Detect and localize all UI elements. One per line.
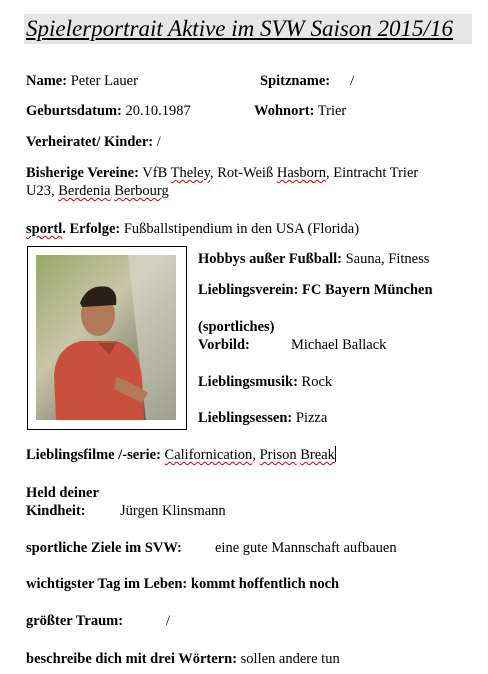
music-line [198,373,332,391]
home-line [254,102,346,120]
hero-label-1: Held deiner [26,485,99,501]
clubs-line-2 [26,182,169,200]
goals-label: sportliche Ziele im SVW: [26,540,182,556]
idol-label-2: Vorbild: [198,337,250,353]
clubs-word: Hasborn [276,165,326,181]
films-word: Prison [259,447,297,463]
married-label: Verheiratet/ Kinder: [26,134,154,150]
dob-label: Geburtsdatum: [26,103,122,119]
name-value: Peter Lauer [67,73,138,89]
three-words-label: beschreibe dich mit drei Wörtern: [26,651,238,667]
hobbies-value: Sauna, Fitness [341,251,430,267]
page-title: Spielerportrait Aktive im SVW Saison 2015/16 [26,16,453,41]
success-label: . Erfolge: [62,221,121,237]
hobbies-label: Hobbys außer Fußball: [198,251,342,267]
films-text: , [252,447,260,463]
dob-line [26,102,191,120]
goals-value: eine gute Mannschaft aufbauen [215,540,397,556]
idol-label-1: (sportliches) [198,319,275,335]
hobbies-line [198,250,429,268]
films-line [26,446,336,464]
name-line [26,72,138,90]
clubs-word: Theley [170,165,210,181]
idol-value: Michael Ballack [291,337,387,353]
name-label: Name: [26,73,68,89]
player-photo [36,255,176,420]
married-value: / [153,134,161,150]
married-line [26,133,161,151]
clubs-text: VfB [138,165,171,181]
music-label: Lieblingsmusik: [198,374,298,390]
nickname-value: / [350,73,355,89]
clubs-text: , Rot-Weiß [209,165,277,181]
success-value: Fußballstipendium in den USA (Florida) [120,221,360,237]
dream-label: größter Traum: [26,613,124,629]
player-photo-frame [27,246,187,430]
nickname-label: Spitzname: [260,73,331,89]
films-label: Lieblingsfilme /-serie: [26,447,161,463]
day-line: wichtigster Tag im Leben: kommt hoffentlich noch [26,576,340,592]
home-value: Trier [314,103,347,119]
clubs-word: Berdenia [58,183,111,199]
success-line [26,220,359,238]
food-line [198,409,327,427]
dob-value: 20.10.1987 [121,103,191,119]
clubs-text: , Eintracht Trier [325,165,419,181]
clubs-text: U23, [26,183,59,199]
films-word: Californication [164,447,253,463]
clubs-label: Bisherige Vereine: [26,165,139,181]
food-value: Pizza [292,410,328,426]
favclub-line: Lieblingsverein: FC Bayern München [198,282,433,298]
dream-value: / [166,613,171,629]
clubs-word: Berbourg [114,183,169,199]
films-word: Break [300,447,335,463]
music-value: Rock [297,374,333,390]
home-label: Wohnort: [254,103,315,119]
three-words-line [26,650,340,668]
hero-value: Jürgen Klinsmann [120,503,226,519]
hero-label-2: Kindheit: [26,503,86,519]
three-words-value: sollen andere tun [237,651,340,667]
player-silhouette-icon [36,255,176,420]
success-label-word: sportl [26,221,63,237]
clubs-line-1 [26,164,418,182]
food-label: Lieblingsessen: [198,410,293,426]
nickname-line [260,72,354,90]
text-cursor [335,446,336,462]
